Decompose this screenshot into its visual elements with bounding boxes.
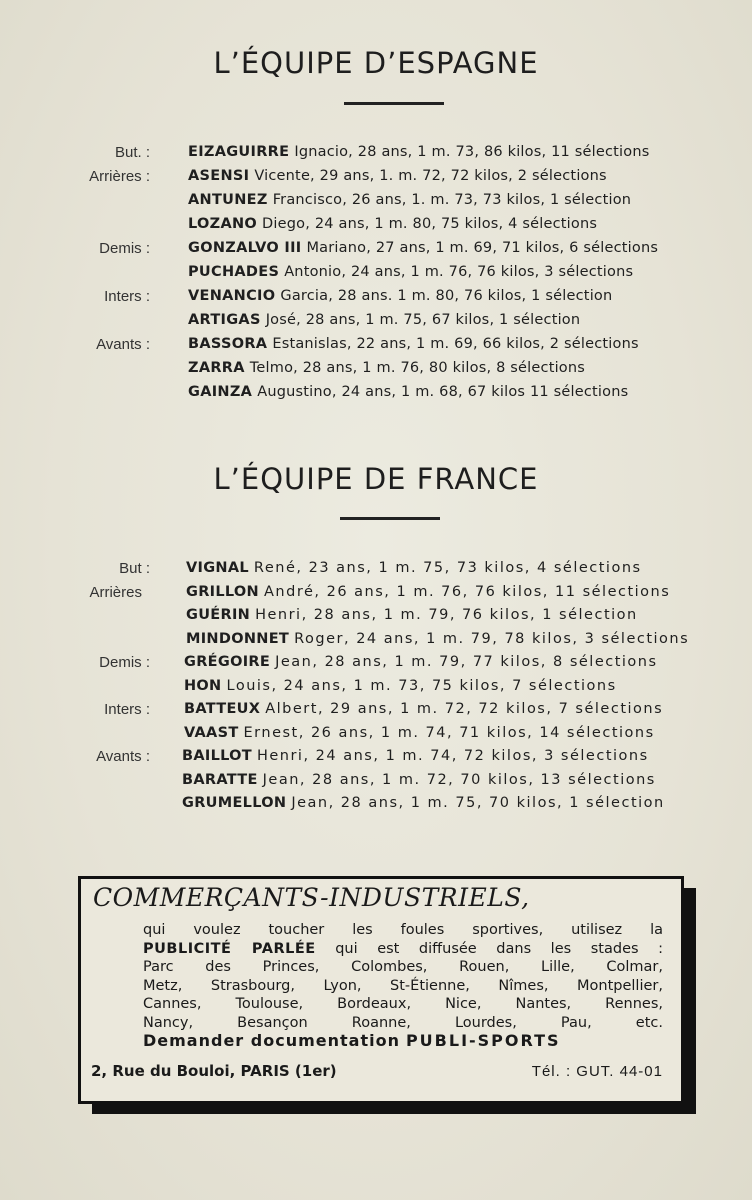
spain-player-row bbox=[0, 240, 752, 264]
player-details: Diego, 24 ans, 1 m. 80, 75 kilos, 4 sélections bbox=[262, 216, 598, 232]
player-entry bbox=[184, 678, 617, 694]
player-entry bbox=[188, 336, 639, 352]
player-entry bbox=[188, 192, 631, 208]
player-entry bbox=[188, 360, 585, 376]
player-surname: VENANCIO bbox=[188, 288, 276, 304]
player-surname: GAINZA bbox=[188, 384, 253, 400]
france-title-rule bbox=[340, 517, 440, 520]
spain-player-row bbox=[0, 384, 752, 408]
advert-line: Metz, Strasbourg, Lyon, St-Étienne, Nîmes, Montpellier, bbox=[143, 977, 663, 994]
player-details: Jean, 28 ans, 1 m. 75, 70 kilos, 1 sélection bbox=[291, 795, 665, 811]
position-label: Demis : bbox=[99, 654, 150, 671]
advert-highlight: PUBLICITÉ PARLÉE bbox=[143, 940, 316, 957]
player-details: Vicente, 29 ans, 1. m. 72, 72 kilos, 2 sélections bbox=[254, 168, 607, 184]
player-surname: GRILLON bbox=[186, 583, 259, 600]
player-surname: GRÉGOIRE bbox=[184, 654, 271, 670]
player-surname: ASENSI bbox=[188, 168, 250, 184]
position-label: Inters : bbox=[104, 701, 150, 718]
france-player-row bbox=[0, 584, 752, 608]
player-surname: GRUMELLON bbox=[182, 795, 287, 811]
advert-box bbox=[78, 876, 684, 1104]
france-player-row bbox=[0, 701, 752, 725]
player-details: Ernest, 26 ans, 1 m. 74, 71 kilos, 14 sélections bbox=[243, 724, 655, 741]
player-surname: HON bbox=[184, 677, 222, 694]
spain-player-row bbox=[0, 168, 752, 192]
advert-call-to-action bbox=[143, 1031, 663, 1050]
player-details: Ignacio, 28 ans, 1 m. 73, 86 kilos, 11 sélections bbox=[294, 144, 650, 160]
player-entry bbox=[188, 312, 580, 328]
player-surname: BATTEUX bbox=[184, 701, 261, 717]
position-label: Avants : bbox=[96, 748, 150, 765]
advert-line-text: qui est diffusée dans les stades : bbox=[335, 940, 664, 957]
player-entry bbox=[182, 772, 656, 788]
player-entry bbox=[182, 748, 649, 764]
player-entry bbox=[186, 631, 689, 647]
player-surname: BAILLOT bbox=[182, 748, 252, 764]
player-surname: BARATTE bbox=[182, 771, 258, 788]
player-entry bbox=[188, 216, 597, 232]
player-details: Albert, 29 ans, 1 m. 72, 72 kilos, 7 sélections bbox=[265, 701, 664, 717]
spain-title-rule bbox=[344, 102, 444, 105]
player-entry bbox=[188, 288, 612, 304]
spain-player-row bbox=[0, 336, 752, 360]
player-entry bbox=[184, 725, 655, 741]
player-entry bbox=[182, 795, 665, 811]
france-player-row bbox=[0, 678, 752, 702]
advert-title: COMMERÇANTS-INDUSTRIELS, bbox=[93, 883, 530, 912]
player-entry bbox=[188, 240, 658, 256]
player-surname: ZARRA bbox=[188, 360, 245, 376]
player-surname: BASSORA bbox=[188, 336, 268, 352]
position-label: But. : bbox=[114, 144, 150, 161]
advert-brand: PUBLI-SPORTS bbox=[405, 1031, 561, 1050]
advert-line: Nancy, Besançon Roanne, Lourdes, Pau, etc. bbox=[143, 1014, 663, 1031]
player-details: Roger, 24 ans, 1 m. 79, 78 kilos, 3 sélections bbox=[294, 630, 690, 647]
player-entry bbox=[186, 584, 670, 600]
player-details: Garcia, 28 ans. 1 m. 80, 76 kilos, 1 sélection bbox=[280, 288, 613, 304]
player-surname: MINDONNET bbox=[186, 630, 290, 647]
player-details: Augustino, 24 ans, 1 m. 68, 67 kilos 11 sélections bbox=[257, 384, 629, 400]
spain-player-row bbox=[0, 288, 752, 312]
player-entry bbox=[186, 560, 642, 576]
player-entry bbox=[184, 654, 658, 670]
spain-player-row bbox=[0, 360, 752, 384]
advert-line: Parc des Princes, Colombes, Rouen, Lille, Colmar, bbox=[143, 959, 663, 975]
player-details: René, 23 ans, 1 m. 75, 73 kilos, 4 sélections bbox=[253, 560, 642, 576]
player-entry bbox=[186, 607, 638, 623]
advert-line: qui voulez toucher les foules sportives, utilisez la bbox=[143, 922, 663, 938]
spain-team-title: L’ÉQUIPE D’ESPAGNE bbox=[213, 46, 539, 80]
position-label: But : bbox=[119, 560, 150, 577]
player-surname: EIZAGUIRRE bbox=[188, 144, 290, 160]
player-details: André, 26 ans, 1 m. 76, 76 kilos, 11 sélections bbox=[264, 583, 671, 600]
france-team-title: L’ÉQUIPE DE FRANCE bbox=[213, 462, 539, 496]
france-player-row bbox=[0, 725, 752, 749]
player-surname: GUÉRIN bbox=[186, 607, 251, 623]
player-entry bbox=[188, 144, 650, 160]
player-details: Mariano, 27 ans, 1 m. 69, 71 kilos, 6 sélections bbox=[306, 240, 659, 256]
position-label: Avants : bbox=[96, 336, 150, 353]
france-player-row bbox=[0, 631, 752, 655]
france-player-row bbox=[0, 772, 752, 796]
player-details: Henri, 28 ans, 1 m. 79, 76 kilos, 1 sélection bbox=[255, 607, 638, 623]
spain-player-row bbox=[0, 312, 752, 336]
player-surname: ANTUNEZ bbox=[188, 192, 268, 208]
player-details: Louis, 24 ans, 1 m. 73, 75 kilos, 7 sélections bbox=[226, 677, 617, 694]
spain-player-row bbox=[0, 216, 752, 240]
advert-phone: Tél. : GUT. 44-01 bbox=[531, 1063, 663, 1080]
player-surname: GONZALVO III bbox=[188, 240, 302, 256]
france-player-row bbox=[0, 795, 752, 819]
player-entry bbox=[184, 701, 663, 717]
france-player-row bbox=[0, 607, 752, 631]
position-label: Arrières bbox=[89, 583, 142, 601]
advert-address: 2, Rue du Bouloi, PARIS (1er) bbox=[91, 1062, 337, 1080]
player-surname: PUCHADES bbox=[188, 264, 280, 280]
player-details: Jean, 28 ans, 1 m. 79, 77 kilos, 8 sélections bbox=[275, 654, 658, 670]
advert-line bbox=[143, 940, 663, 959]
player-details: Jean, 28 ans, 1 m. 72, 70 kilos, 13 sélections bbox=[262, 771, 656, 788]
player-details: Henri, 24 ans, 1 m. 74, 72 kilos, 3 sélections bbox=[256, 748, 649, 764]
advert-demand-text: Demander documentation bbox=[143, 1031, 400, 1050]
advert-line: Cannes, Toulouse, Bordeaux, Nice, Nantes, Rennes, bbox=[143, 996, 663, 1012]
position-label: Demis : bbox=[99, 240, 150, 257]
player-entry bbox=[188, 264, 633, 280]
player-details: Estanislas, 22 ans, 1 m. 69, 66 kilos, 2 sélections bbox=[272, 336, 639, 352]
france-player-row bbox=[0, 654, 752, 678]
player-details: José, 28 ans, 1 m. 75, 67 kilos, 1 sélection bbox=[265, 312, 581, 328]
france-player-row bbox=[0, 560, 752, 584]
player-entry bbox=[188, 168, 607, 184]
player-details: Telmo, 28 ans, 1 m. 76, 80 kilos, 8 sélections bbox=[249, 360, 586, 376]
advert-body bbox=[143, 921, 663, 1032]
player-surname: LOZANO bbox=[188, 216, 258, 232]
france-player-row bbox=[0, 748, 752, 772]
player-surname: ARTIGAS bbox=[188, 312, 261, 328]
position-label: Arrières : bbox=[89, 168, 150, 185]
player-details: Antonio, 24 ans, 1 m. 76, 76 kilos, 3 sélections bbox=[284, 264, 634, 280]
player-entry bbox=[188, 384, 628, 400]
position-label: Inters : bbox=[104, 288, 150, 305]
player-surname: VIGNAL bbox=[186, 560, 249, 576]
spain-player-row bbox=[0, 144, 752, 168]
spain-player-row bbox=[0, 264, 752, 288]
player-details: Francisco, 26 ans, 1. m. 73, 73 kilos, 1 sélection bbox=[272, 192, 632, 208]
player-surname: VAAST bbox=[184, 724, 239, 741]
spain-player-row bbox=[0, 192, 752, 216]
